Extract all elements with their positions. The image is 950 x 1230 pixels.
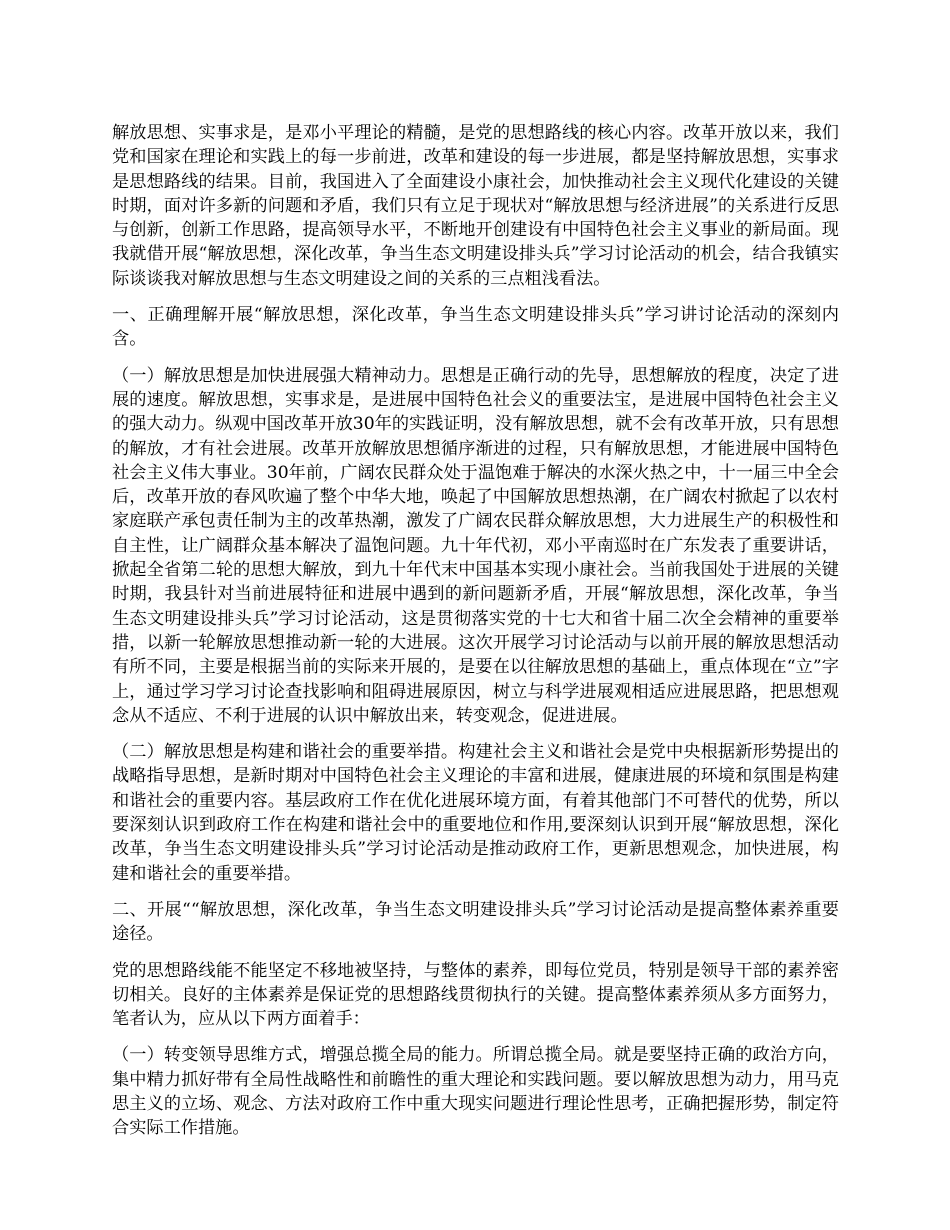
intro-paragraph: 解放思想、实事求是，是邓小平理论的精髓，是党的思想路线的核心内容。改革开放以来，我们党和国家在理论和实践上的每一步前进，改革和建设的每一步进展，都是坚持解放思想，实事求是思想路线的结果。目前，我国进入了全面建设小康社会，加快推动社会主义现代化建设的关键时期，面对许多新的问题和矛盾，我们只有立足于现状对“解放思想与经济进展”的关系进行反思与创新，创新工作思路，提高领导水平，不断地开创建设有中国特色社会主义事业的新局面。现我就借开展“解放思想，深化改革，争当生态文明建设排头兵”学习讨论活动的机会，结合我镇实际谈谈我对解放思想与生态文明建设之间的关系的三点粗浅看法。	[112, 123, 839, 289]
document-body	[112, 121, 839, 1153]
subsection-1-1-paragraph: （一）解放思想是加快进展强大精神动力。思想是正确行动的先导，思想解放的程度，决定了进展的速度。解放思想，实事求是，是进展中国特色社会义的重要法宝，是进展中国特色社会主义的强大动力。纵观中国改革开放30年的实践证明，没有解放思想，就不会有改革开放，只有思想的解放，才有社会进展。改革开放解放思想循序渐进的过程，只有解放思想，才能进展中国特色社会主义伟大事业。30年前，广阔农民群众处于温饱难于解决的水深火热之中，十一届三中全会后，改革开放的春风吹遍了整个中华大地，唤起了中国解放思想热潮，在广阔农村掀起了以农村家庭联产承包责任制为主的改革热潮，激发了广阔农民群众解放思想，大力进展生产的积极性和自主性，让广阔群众基本解决了温饱问题。九十年代初，邓小平南巡时在广东发表了重要讲话，掀起全省第二轮的思想大解放，到九十年代末中国基本实现小康社会。当前我国处于进展的关键时期，我县针对当前进展特征和进展中遇到的新问题新矛盾，开展“解放思想，深化改革，争当生态文明建设排头兵”学习讨论活动，这是贯彻落实党的十七大和省十届二次全会精神的重要举措，以新一轮解放思想推动新一轮的大进展。这次开展学习讨论活动与以前开展的解放思想活动有所不同，主要是根据当前的实际来开展的，是要在以往解放思想的基础上，重点体现在“立”字上，通过学习学习讨论查找影响和阻碍进展原因，树立与科学进展观相适应进展思路，把思想观念从不适应、不利于进展的认识中解放出来，转变观念，促进进展。	[112, 365, 839, 726]
subsection-2-1-paragraph: （一）转变领导思维方式，增强总揽全局的能力。所谓总揽全局。就是要坚持正确的政治方向，集中精力抓好带有全局性战略性和前瞻性的重大理论和实践问题。要以解放思想为动力，用马克思主义的立场、观念、方法对政府工作中重大现实问题进行理论性思考，正确把握形势，制定符合实际工作措施。	[112, 1045, 839, 1139]
section-two-intro-paragraph: 党的思想路线能不能坚定不移地被坚持，与整体的素养，即每位党员，特别是领导干部的素养密切相关。良好的主体素养是保证党的思想路线贯彻执行的关键。提高整体素养须从多方面努力，笔者认为，应从以下两方面着手：	[112, 960, 839, 1030]
subsection-1-2-paragraph: （二）解放思想是构建和谐社会的重要举措。构建社会主义和谐社会是党中央根据新形势提出的战略指导思想，是新时期对中国特色社会主义理论的丰富和进展，健康进展的环境和氛围是构建和谐社会的重要内容。基层政府工作在优化进展环境方面，有着其他部门不可替代的优势，所以要深刻认识到政府工作在构建和谐社会中的重要地位和作用,要深刻认识到开展“解放思想，深化改革，争当生态文明建设排头兵”学习讨论活动是推动政府工作，更新思想观念，加快进展，构建和谐社会的重要举措。	[112, 742, 839, 884]
section-two-heading: 二、开展““解放思想，深化改革，争当生态文明建设排头兵”学习讨论活动是提高整体素养重要途径。	[112, 899, 839, 945]
section-one-heading: 一、正确理解开展“解放思想，深化改革，争当生态文明建设排头兵”学习讲讨论活动的深刻内含。	[112, 305, 839, 350]
